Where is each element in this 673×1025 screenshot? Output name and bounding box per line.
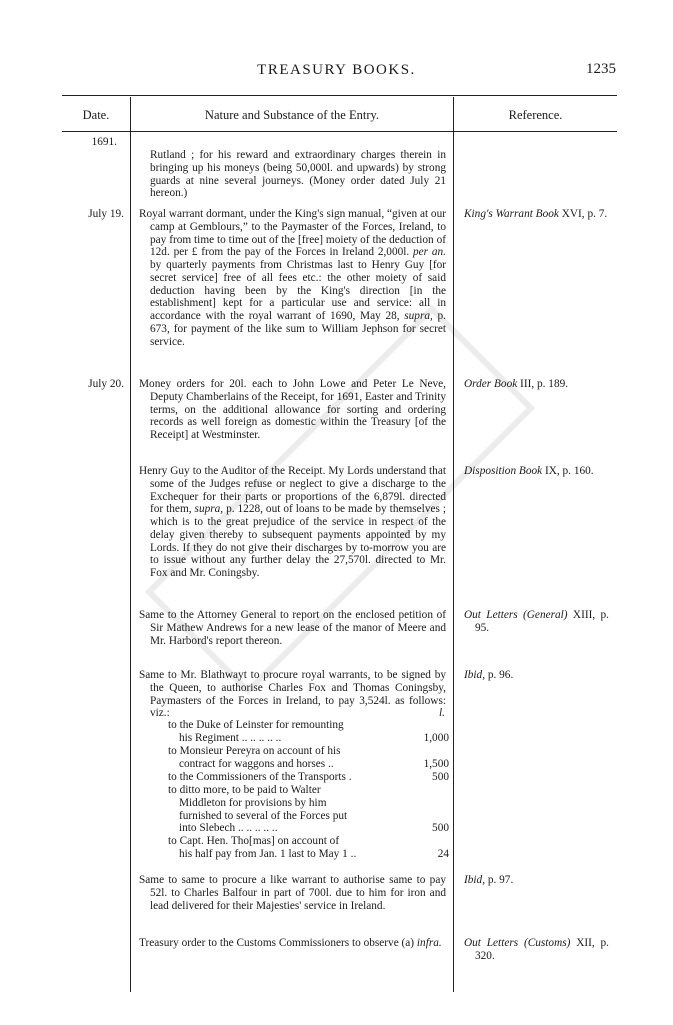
entry-text: Royal warrant dormant, under the King's sign manual, “given at our camp at Gemblours,” to the Paymaster of the Forces, Ireland, to pay from time to time out of the [free] moiety of the deduction of 12d. per £ from the pay of the Forces in Ireland 2,000l. per an. by quarterly payments from Christmas last to Henry Guy [for secret service] free of all fees etc.: the other moiety of said deduction having been by the King's direction [in the establishment] kept for a particular use and service: all in accordance with the royal warrant of 1690, May 28, supra, p. 673, for payment of the like sum to William Jephson for secret service.	[139, 208, 446, 348]
entry-text: Henry Guy to the Auditor of the Receipt. My Lords understand that some of the Judges refuse or neglect to give a discharge to the Exchequer for their parts or proportions of the 6,879l. directed for them, supra, p. 1228, out of loans to be made by themselves ; which is to the great prejudice of the service in respect of the delay given thereby to subsequent payments appointed by my Lords. If they do not give their discharges by to-morrow you are to issue without any further delay the 27,570l. directed to Mr. Fox and Mr. Coningsby.	[139, 465, 446, 579]
column-header-date: Date.	[82, 108, 110, 122]
payment-amount: 1,500	[423, 758, 449, 770]
entry-text: Money orders for 20l. each to John Lowe and Peter Le Neve, Deputy Chamberlains of the Receipt, for 1691, Easter and Trinity terms, on the additional allowance for sorting and ordering records as well foreign as domestic within the Treasury [of the Receipt] at Westminster.	[139, 378, 446, 441]
column-header-nature: Nature and Substance of the Entry.	[204, 108, 380, 122]
entry-text: Same to Mr. Blathwayt to procure royal warrants, to be signed by the Queen, to authorise Charles Fox and Thomas Coningsby, Paymasters of the Forces in Ireland, to pay 3,524l. as follows: viz.:	[139, 669, 446, 720]
entry-reference: Ibid, p. 96.	[464, 669, 514, 681]
header-rule	[62, 131, 617, 132]
running-title: TREASURY BOOKS.	[257, 62, 416, 78]
entry-reference: Disposition Book IX, p. 160.	[464, 465, 594, 477]
payment-item: to Capt. Hen. Tho[mas] on account of his half pay from Jan. 1 last to May 1 ..	[168, 835, 357, 860]
payment-item: to Monsieur Pereyra on account of his contract for waggons and horses ..	[168, 745, 341, 770]
year-label: 1691.	[91, 136, 117, 148]
column-divider-right	[453, 97, 454, 992]
column-divider-left	[130, 97, 131, 992]
payment-amount: 24	[437, 848, 449, 860]
payment-amount: 1,000	[423, 732, 449, 744]
entry-reference: Out Letters (General) XIII, p. 95.	[464, 609, 609, 634]
entry-reference: King's Warrant Book XVI, p. 7.	[464, 208, 608, 220]
entry-reference: Order Book III, p. 189.	[464, 378, 569, 390]
entry-reference: Out Letters (Customs) XII, p. 320.	[464, 937, 609, 962]
entry-date: July 19.	[88, 208, 124, 220]
entry-reference: Ibid, p. 97.	[464, 874, 514, 886]
payment-item: to ditto more, to be paid to Walter Middleton for provisions by him furnished to several of the Forces put into Slebech .. .. .. .. ..	[168, 784, 348, 835]
top-rule	[62, 95, 617, 96]
payment-amount: 500	[432, 822, 449, 834]
page-number: 1235	[586, 61, 616, 77]
entry-text: Same to the Attorney General to report on the enclosed petition of Sir Mathew Andrews for a new lease of the manor of Meere and Mr. Harbord's report thereon.	[139, 609, 446, 647]
column-header-reference: Reference.	[508, 108, 563, 122]
payment-item: to the Commissioners of the Transports .	[168, 771, 352, 783]
payment-amount: 500	[432, 771, 449, 783]
entry-text: Rutland ; for his reward and extraordinary charges therein in bringing up his moneys (being 50,000l. and upwards) by strong guards at nine several journeys. (Money order dated July 21 hereon.)	[150, 149, 446, 200]
entry-text: Treasury order to the Customs Commissioners to observe (a) infra.	[139, 937, 442, 949]
payment-item: to the Duke of Leinster for remounting his Regiment .. .. .. .. ..	[168, 719, 344, 744]
entry-date: July 20.	[88, 378, 124, 390]
payments-unit: l.	[439, 707, 445, 719]
entry-text: Same to same to procure a like warrant to authorise same to pay 52l. to Charles Balfour in part of 700l. due to him for iron and lead delivered for their Majesties' service in Ireland.	[139, 874, 446, 912]
